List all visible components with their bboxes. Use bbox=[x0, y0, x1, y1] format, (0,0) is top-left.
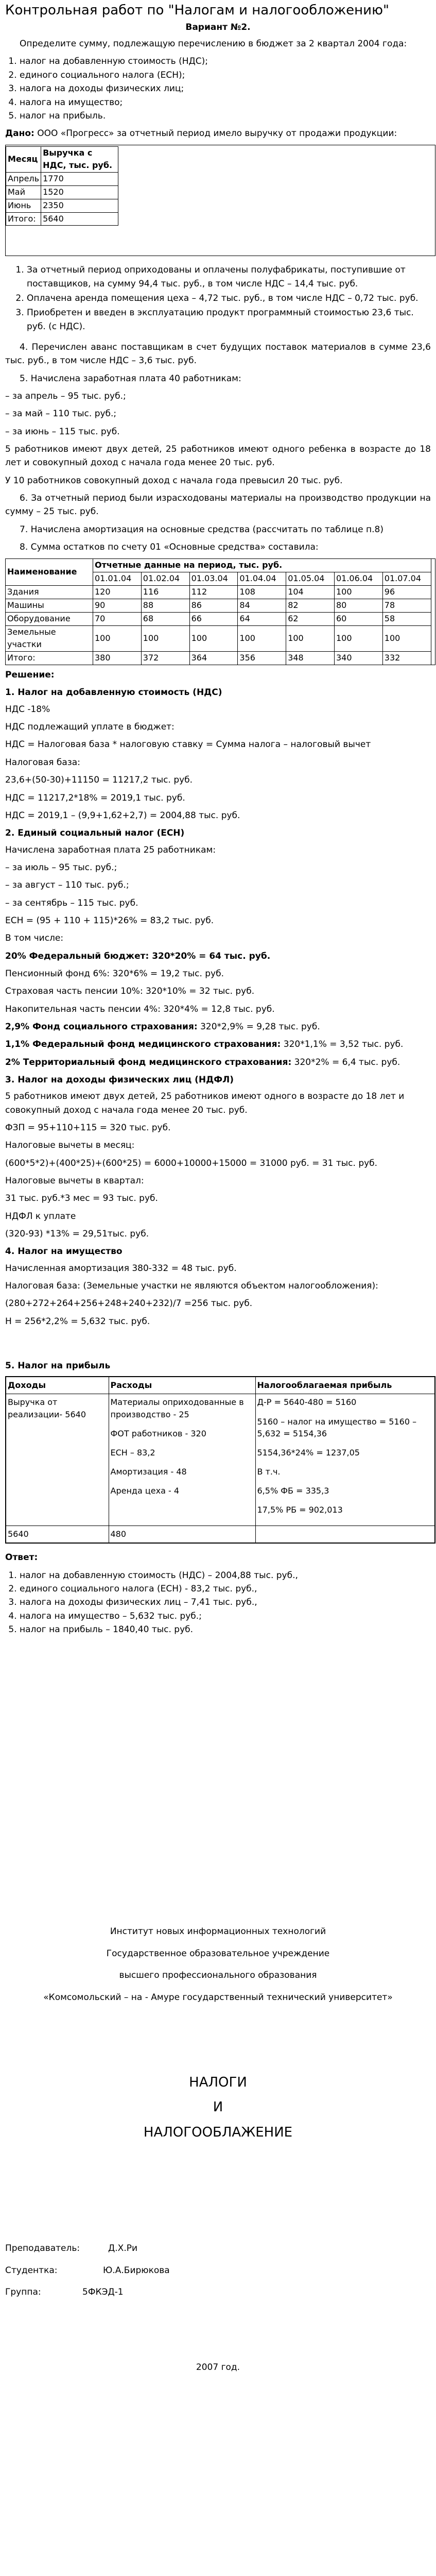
solution-line: Налоговые вычеты в квартал: bbox=[5, 1176, 144, 1187]
cell-line: Материалы оприходованные в производство - 25 bbox=[110, 1397, 244, 1419]
date-header: 01.03.04 bbox=[189, 572, 238, 585]
task-list bbox=[5, 55, 431, 123]
solution-line: Накопительная часть пенсии 4%: 320*4% = 12,8 тыс. руб. bbox=[5, 1004, 275, 1014]
table-cell: Итого: bbox=[6, 652, 93, 665]
table-header: Доходы bbox=[6, 1377, 109, 1394]
section-title-property: 4. Налог на имущество bbox=[5, 1246, 123, 1257]
total-expense: 480 bbox=[109, 1526, 255, 1543]
table-cell: Май bbox=[6, 185, 41, 199]
text: 320*1,1% = 3,52 тыс. руб. bbox=[281, 1039, 404, 1050]
given-text: ООО «Прогресс» за отчетный период имело выручку от продажи продукции: bbox=[34, 128, 397, 139]
solution-line: – за июль – 95 тыс. руб.; bbox=[5, 862, 117, 873]
student-name: Ю.А.Бирюкова bbox=[103, 2265, 170, 2276]
given-label: Дано: bbox=[5, 128, 34, 139]
table-cell: Июнь bbox=[6, 199, 41, 212]
table-cell: 64 bbox=[238, 612, 286, 625]
cell-line: Выручка от реализации- 5640 bbox=[8, 1397, 86, 1419]
solution-line: (280+272+264+256+248+240+232)/7 =256 тыс. руб. bbox=[5, 1298, 253, 1309]
condition-8: 8. Сумма остатков по счету 01 «Основные средства» составила: bbox=[20, 542, 319, 553]
table-row bbox=[6, 599, 435, 612]
condition-6: 6. За отчетный период были израсходованы материалы на производство продукции на сумму – 25 тыс. руб. bbox=[5, 493, 431, 517]
table-cell: 60 bbox=[334, 612, 382, 625]
table-cell: 70 bbox=[93, 612, 142, 625]
section-title-profit: 5. Налог на прибыль bbox=[5, 1361, 111, 1371]
table-cell: 104 bbox=[286, 585, 335, 599]
table-row bbox=[6, 199, 118, 212]
solution-line: Налоговые вычеты в месяц: bbox=[5, 1140, 135, 1151]
table-row bbox=[6, 585, 435, 599]
list-item: 1. За отчетный период оприходованы и оплачены полуфабрикаты, поступившие от поставщиков, на сумму 94,4 тыс. руб., в том числе НДС – 14,4 тыс. руб. bbox=[27, 263, 431, 291]
vat-solution bbox=[5, 703, 431, 822]
table-header: Наименование bbox=[6, 558, 93, 585]
table-cell: 84 bbox=[238, 599, 286, 612]
answer-list bbox=[5, 1569, 431, 1637]
table-cell: 82 bbox=[286, 599, 335, 612]
table-header: Выручка с НДС, тыс. руб. bbox=[41, 146, 118, 173]
table-row bbox=[6, 612, 435, 625]
table-cell: 86 bbox=[189, 599, 238, 612]
table-cell: 58 bbox=[382, 612, 431, 625]
conditions-list bbox=[5, 263, 431, 333]
list-item: 3. налога на доходы физических лиц; bbox=[20, 82, 431, 95]
table-row bbox=[6, 185, 118, 199]
student-row bbox=[5, 2264, 431, 2277]
children-text: 5 работников имеют двух детей, 25 работников имеют одного ребенка в возрасте до 18 лет и совокупный доход с начала года менее 20 тыс. руб. bbox=[5, 444, 431, 468]
table-cell: 116 bbox=[141, 585, 189, 599]
solution-line: Начисленная амортизация 380-332 = 48 тыс. руб. bbox=[5, 1263, 237, 1274]
year-line: 2007 год. bbox=[196, 2362, 240, 2373]
section-title-esn: 2. Единый социальный налог (ЕСН) bbox=[5, 828, 185, 839]
institution-line: «Комсомольский – на - Амуре государственный технический университет» bbox=[43, 1992, 393, 2003]
list-item: 1. налог на добавленную стоимость (НДС); bbox=[20, 55, 431, 68]
expense-cell bbox=[109, 1394, 255, 1526]
table-cell: Итого: bbox=[6, 212, 41, 226]
table-cell: 100 bbox=[238, 625, 286, 652]
fss-line bbox=[5, 1020, 431, 1033]
solution-line: В том числе: bbox=[5, 933, 64, 944]
table-cell: 96 bbox=[382, 585, 431, 599]
table-cell: 80 bbox=[334, 599, 382, 612]
cell-line: 5154,36*24% = 1237,05 bbox=[257, 1447, 360, 1458]
table-cell: Оборудование bbox=[6, 612, 93, 625]
table-cell: 120 bbox=[93, 585, 142, 599]
bold-text: 2,9% Фонд социального страхования: bbox=[5, 1021, 198, 1032]
table-cell: 66 bbox=[189, 612, 238, 625]
task-intro: Определите сумму, подлежащую перечислению в бюджет за 2 квартал 2004 года: bbox=[20, 39, 407, 49]
text: 320*2% = 6,4 тыс. руб. bbox=[291, 1057, 400, 1067]
solution-line: Н = 256*2,2% = 5,632 тыс. руб. bbox=[5, 1316, 150, 1327]
condition-4: 4. Перечислен аванс поставщикам в счет будущих поставок материалов в сумме 23,6 тыс. руб., в том числе НДС – 3,6 тыс. руб. bbox=[5, 342, 431, 366]
assets-table bbox=[5, 558, 435, 666]
solution-line: (320-93) *13% = 29,51тыс. руб. bbox=[5, 1229, 149, 1240]
table-row bbox=[6, 212, 118, 226]
list-item: 5. налог на прибыль – 1840,40 тыс. руб. bbox=[20, 1623, 431, 1636]
solution-line: НДС -18% bbox=[5, 704, 50, 715]
revenue-table-frame bbox=[5, 145, 435, 257]
section-title-ndfl: 3. Налог на доходы физических лиц (НДФЛ) bbox=[5, 1075, 234, 1086]
subject-line: И bbox=[213, 2099, 223, 2115]
institution-line: Институт новых информационных технологий bbox=[110, 1926, 326, 1937]
solution-line: ФЗП = 95+110+115 = 320 тыс. руб. bbox=[5, 1123, 171, 1133]
group-row bbox=[5, 2285, 431, 2299]
condition-5: 5. Начислена заработная плата 40 работникам: bbox=[20, 373, 241, 384]
table-cell: 100 bbox=[334, 585, 382, 599]
pension-lines bbox=[5, 967, 431, 1016]
date-header: 01.07.04 bbox=[382, 572, 431, 585]
teacher-name: Д.Х.Ри bbox=[108, 2243, 138, 2254]
table-cell: 100 bbox=[382, 625, 431, 652]
table-cell: Здания bbox=[6, 585, 93, 599]
list-item: 2. единого социального налога (ЕСН) - 83,2 тыс. руб., bbox=[20, 1582, 431, 1596]
bold-text: 1,1% Федеральный фонд медицинского страхования: bbox=[5, 1039, 281, 1050]
table-row bbox=[6, 652, 435, 665]
table-cell: 100 bbox=[286, 625, 335, 652]
title-page bbox=[5, 1925, 431, 2374]
cell-line: 17,5% РБ = 902,013 bbox=[257, 1505, 343, 1515]
subject-line: НАЛОГИ bbox=[189, 2074, 247, 2090]
date-header: 01.06.04 bbox=[334, 572, 382, 585]
given-paragraph bbox=[5, 127, 431, 140]
table-cell: 100 bbox=[189, 625, 238, 652]
solution-line: Налоговая база: (Земельные участки не являются объектом налогообложения): bbox=[5, 1281, 378, 1292]
institution-line: высшего профессионального образования bbox=[119, 1970, 317, 1981]
salary-line: – за июнь – 115 тыс. руб. bbox=[5, 426, 120, 437]
student-label: Студентка: bbox=[5, 2265, 58, 2276]
salary-line: – за май – 110 тыс. руб.; bbox=[5, 409, 117, 419]
list-item: 2. Оплачена аренда помещения цеха – 4,72 тыс. руб., в том числе НДС – 0,72 тыс. руб. bbox=[27, 292, 431, 305]
table-cell: 100 bbox=[93, 625, 142, 652]
table-cell: 100 bbox=[334, 625, 382, 652]
date-header: 01.05.04 bbox=[286, 572, 335, 585]
condition-7: 7. Начислена амортизация на основные средства (рассчитать по таблице п.8) bbox=[20, 524, 383, 535]
profit-table bbox=[5, 1376, 435, 1544]
solution-line: Начислена заработная плата 25 работникам: bbox=[5, 844, 216, 855]
table-cell: Земельные участки bbox=[6, 625, 93, 652]
table-cell: 112 bbox=[189, 585, 238, 599]
esn-solution bbox=[5, 843, 431, 945]
answer-label: Ответ: bbox=[5, 1552, 38, 1563]
solution-line: НДС = 11217,2*18% = 2019,1 тыс. руб. bbox=[5, 792, 185, 803]
cell-line: Д-Р = 5640-480 = 5160 bbox=[257, 1397, 357, 1408]
table-cell: 100 bbox=[141, 625, 189, 652]
table-cell: 78 bbox=[382, 599, 431, 612]
table-cell: 2350 bbox=[41, 199, 118, 212]
group-name: 5ФКЭД-1 bbox=[82, 2287, 124, 2298]
total-income: 5640 bbox=[6, 1526, 109, 1543]
institution-line: Государственное образовательное учреждение bbox=[106, 1948, 330, 1959]
table-cell: Машины bbox=[6, 599, 93, 612]
ffoms-line bbox=[5, 1038, 431, 1051]
table-header: Расходы bbox=[109, 1377, 255, 1394]
table-cell: 108 bbox=[238, 585, 286, 599]
subject-line: НАЛОГООБЛАЖЕНИЕ bbox=[143, 2124, 293, 2140]
table-row bbox=[6, 625, 435, 652]
cell-line: ЕСН – 83,2 bbox=[110, 1447, 155, 1458]
date-header: 01.01.04 bbox=[93, 572, 142, 585]
cell-line: ФОТ работников - 320 bbox=[110, 1428, 206, 1438]
cell-line: 5160 – налог на имущество = 5160 – 5,632 = 5154,36 bbox=[257, 1416, 417, 1438]
revenue-table bbox=[6, 146, 118, 226]
table-row bbox=[6, 173, 118, 186]
table-cell: 332 bbox=[382, 652, 431, 665]
table-cell: 1520 bbox=[41, 185, 118, 199]
table-cell: Апрель bbox=[6, 173, 41, 186]
table-cell: 372 bbox=[141, 652, 189, 665]
solution-line: Налоговая база: bbox=[5, 757, 80, 768]
table-cell: 88 bbox=[141, 599, 189, 612]
cell-line: Аренда цеха - 4 bbox=[110, 1486, 179, 1496]
solution-line: 5 работников имеют двух детей, 25 работников имеют одного в возрасте до 18 лет и совокупный доход с начала года менее 20 тыс. руб. bbox=[5, 1091, 405, 1115]
profit-cell bbox=[255, 1394, 435, 1526]
variant-label: Вариант №2. bbox=[185, 22, 251, 32]
date-header: 01.04.04 bbox=[238, 572, 286, 585]
list-item: 4. налога на имущество – 5,632 тыс. руб.; bbox=[20, 1609, 431, 1623]
solution-line: 31 тыс. руб.*3 мес = 93 тыс. руб. bbox=[5, 1193, 158, 1204]
solution-line: 23,6+(50-30)+11150 = 11217,2 тыс. руб. bbox=[5, 775, 193, 786]
solution-line: (600*5*2)+(400*25)+(600*25) = 6000+10000+15000 = 31000 руб. = 31 тыс. руб. bbox=[5, 1158, 378, 1168]
list-item: 4. налога на имущество; bbox=[20, 96, 431, 109]
teacher-label: Преподаватель: bbox=[5, 2243, 80, 2254]
list-item: 2. единого социального налога (ЕСН); bbox=[20, 69, 431, 82]
tfoms-line bbox=[5, 1056, 431, 1069]
cell-line: Амортизация - 48 bbox=[110, 1467, 187, 1477]
list-item: 3. Приобретен и введен в эксплуатацию продукт программный стоимостью 23,6 тыс. руб. (с НДС). bbox=[27, 306, 431, 333]
table-cell: 68 bbox=[141, 612, 189, 625]
date-header: 01.02.04 bbox=[141, 572, 189, 585]
group-label: Группа: bbox=[5, 2287, 41, 2298]
table-cell: 380 bbox=[93, 652, 142, 665]
table-cell: 1770 bbox=[41, 173, 118, 186]
income-cell bbox=[6, 1394, 109, 1526]
table-cell: 90 bbox=[93, 599, 142, 612]
table-cell: 356 bbox=[238, 652, 286, 665]
table-cell: 62 bbox=[286, 612, 335, 625]
salary-line: – за апрель – 95 тыс. руб.; bbox=[5, 391, 126, 402]
table-header: Налогооблагаемая прибыль bbox=[255, 1377, 435, 1394]
income-text: У 10 работников совокупный доход с начала года превысил 20 тыс. руб. bbox=[5, 475, 343, 486]
property-solution bbox=[5, 1262, 431, 1328]
text: 320*2,9% = 9,28 тыс. руб. bbox=[197, 1021, 320, 1032]
cell-line: В т.ч. bbox=[257, 1467, 281, 1477]
solution-line: НДС подлежащий уплате в бюджет: bbox=[5, 722, 175, 733]
document-page bbox=[0, 2, 436, 2576]
table-header: Месяц bbox=[6, 146, 41, 173]
table-cell: 340 bbox=[334, 652, 382, 665]
solution-line: НДФЛ к уплате bbox=[5, 1211, 76, 1222]
solution-label: Решение: bbox=[5, 670, 55, 681]
table-header: Отчетные данные на период, тыс. руб. bbox=[93, 558, 431, 572]
section-title-vat: 1. Налог на добавленную стоимость (НДС) bbox=[5, 687, 222, 698]
table-cell: 364 bbox=[189, 652, 238, 665]
list-item: 1. налог на добавленную стоимость (НДС) – 2004,88 тыс. руб., bbox=[20, 1569, 431, 1582]
table-cell: 5640 bbox=[41, 212, 118, 226]
bold-text: 20% Федеральный бюджет: 320*20% = 64 тыс. руб. bbox=[5, 951, 271, 961]
solution-line: НДС = 2019,1 – (9,9+1,62+2,7) = 2004,88 тыс. руб. bbox=[5, 810, 240, 821]
solution-line: ЕСН = (95 + 110 + 115)*26% = 83,2 тыс. руб. bbox=[5, 915, 214, 926]
bold-text: 2% Территориальный фонд медицинского страхования: bbox=[5, 1057, 292, 1067]
teacher-row bbox=[5, 2242, 431, 2255]
list-item: 3. налога на доходы физических лиц – 7,41 тыс. руб., bbox=[20, 1596, 431, 1609]
solution-line: НДС = Налоговая база * налоговую ставку = Сумма налога – налоговый вычет bbox=[5, 739, 371, 750]
solution-line: – за август – 110 тыс. руб.; bbox=[5, 880, 129, 891]
cell-line: 6,5% ФБ = 335,3 bbox=[257, 1486, 329, 1496]
solution-line: – за сентябрь – 115 тыс. руб. bbox=[5, 897, 138, 908]
fed-budget-line bbox=[5, 950, 431, 963]
table-cell: 348 bbox=[286, 652, 335, 665]
solution-line: Пенсионный фонд 6%: 320*6% = 19,2 тыс. руб. bbox=[5, 968, 224, 979]
ndfl-solution bbox=[5, 1090, 431, 1241]
list-item: 5. налог на прибыль. bbox=[20, 109, 431, 123]
solution-line: Страховая часть пенсии 10%: 320*10% = 32 тыс. руб. bbox=[5, 986, 255, 997]
document-title: Контрольная работ по "Налогам и налогообложению" bbox=[5, 3, 389, 18]
